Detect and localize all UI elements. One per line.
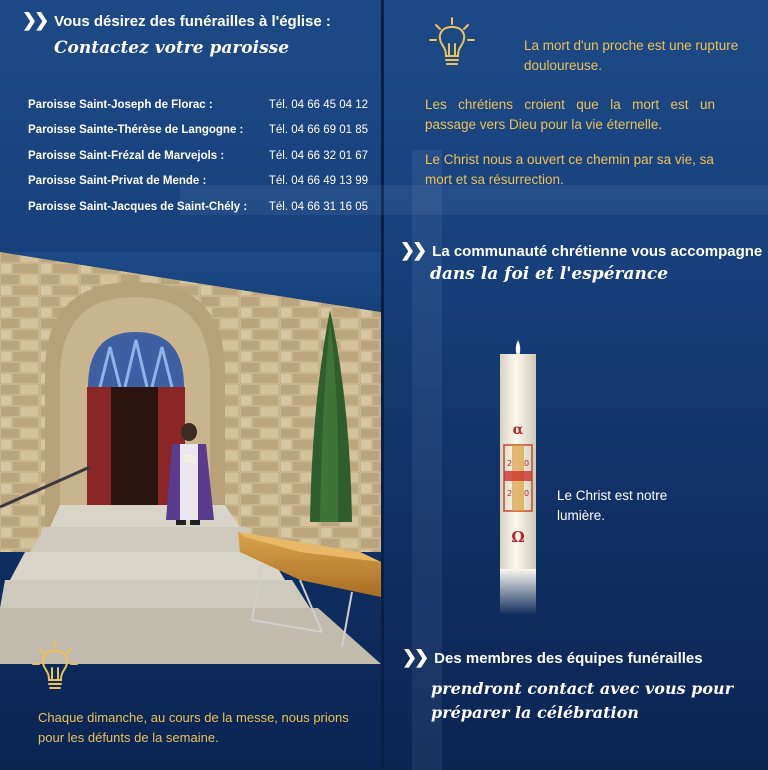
parish-row <box>28 124 368 149</box>
double-chevron-icon: ❯❯ <box>402 647 427 667</box>
text-chretiens-croient: Les chrétiens croient que la mort est un passage vers Dieu pour la vie éternelle. <box>425 97 715 132</box>
paschal-candle <box>494 340 542 615</box>
parish-phone: Tél. 04 66 32 01 67 <box>268 149 368 162</box>
lightbulb-icon <box>30 640 80 694</box>
parish-row <box>28 99 368 124</box>
text-mort-proche: La mort d'un proche est une rupture douloureuse. <box>524 38 739 73</box>
parish-phone: Tél. 04 66 69 01 85 <box>268 124 368 137</box>
title-text: Des membres des équipes funérailles <box>434 650 703 667</box>
year-digit: 0 <box>524 459 530 468</box>
parish-row <box>28 150 368 175</box>
weekly-prayer-text: Chaque dimanche, au cours de la messe, nous prions pour les défunts de la semaine. <box>38 710 349 745</box>
title-text: Vous désirez des funérailles à l'église : <box>54 13 331 30</box>
parish-phone: Tél. 04 66 49 13 99 <box>268 175 368 188</box>
section-title-membres <box>402 647 703 668</box>
candle-caption: Le Christ est notre lumière. <box>557 488 668 523</box>
double-chevron-icon: ❯❯ <box>400 240 425 260</box>
church-entrance-photo <box>0 252 381 664</box>
subtitle-contact-paroisse: Contactez votre paroisse <box>54 38 290 58</box>
parish-name: Paroisse Saint-Privat de Mende : <box>28 175 207 188</box>
parish-row <box>28 201 368 226</box>
section-title-funerailles <box>22 10 331 31</box>
parish-row <box>28 175 368 200</box>
alpha-symbol: α <box>512 422 524 438</box>
parish-name: Paroisse Sainte-Thérèse de Langogne : <box>28 124 244 137</box>
parish-phone: Tél. 04 66 31 16 05 <box>268 200 368 213</box>
flame-icon <box>516 340 521 356</box>
year-digit: 2 <box>507 489 513 498</box>
omega-symbol: Ω <box>511 528 525 546</box>
parish-name: Paroisse Saint-Jacques de Saint-Chély : <box>28 200 248 213</box>
parish-name: Paroisse Saint-Joseph de Florac : <box>28 99 213 111</box>
section-title-communaute <box>400 240 762 261</box>
subtitle-foi-esperance: dans la foi et l'espérance <box>430 264 669 284</box>
year-digit: 2 <box>507 459 513 468</box>
parish-list <box>28 99 368 226</box>
year-digit: 0 <box>524 489 530 498</box>
subtitle-prendront-contact: prendront contact avec vous pour préparer la célébration <box>431 679 734 722</box>
parish-name: Paroisse Saint-Frézal de Marvejols : <box>28 149 225 162</box>
title-text: La communauté chrétienne vous accompagne <box>432 243 763 260</box>
text-christ-chemin: Le Christ nous a ouvert ce chemin par sa vie, sa mort et sa résurrection. <box>425 152 714 187</box>
parish-phone: Tél. 04 66 45 04 12 <box>268 99 368 111</box>
double-chevron-icon: ❯❯ <box>22 10 47 30</box>
lightbulb-icon <box>427 16 477 70</box>
fold-divider <box>381 0 384 768</box>
